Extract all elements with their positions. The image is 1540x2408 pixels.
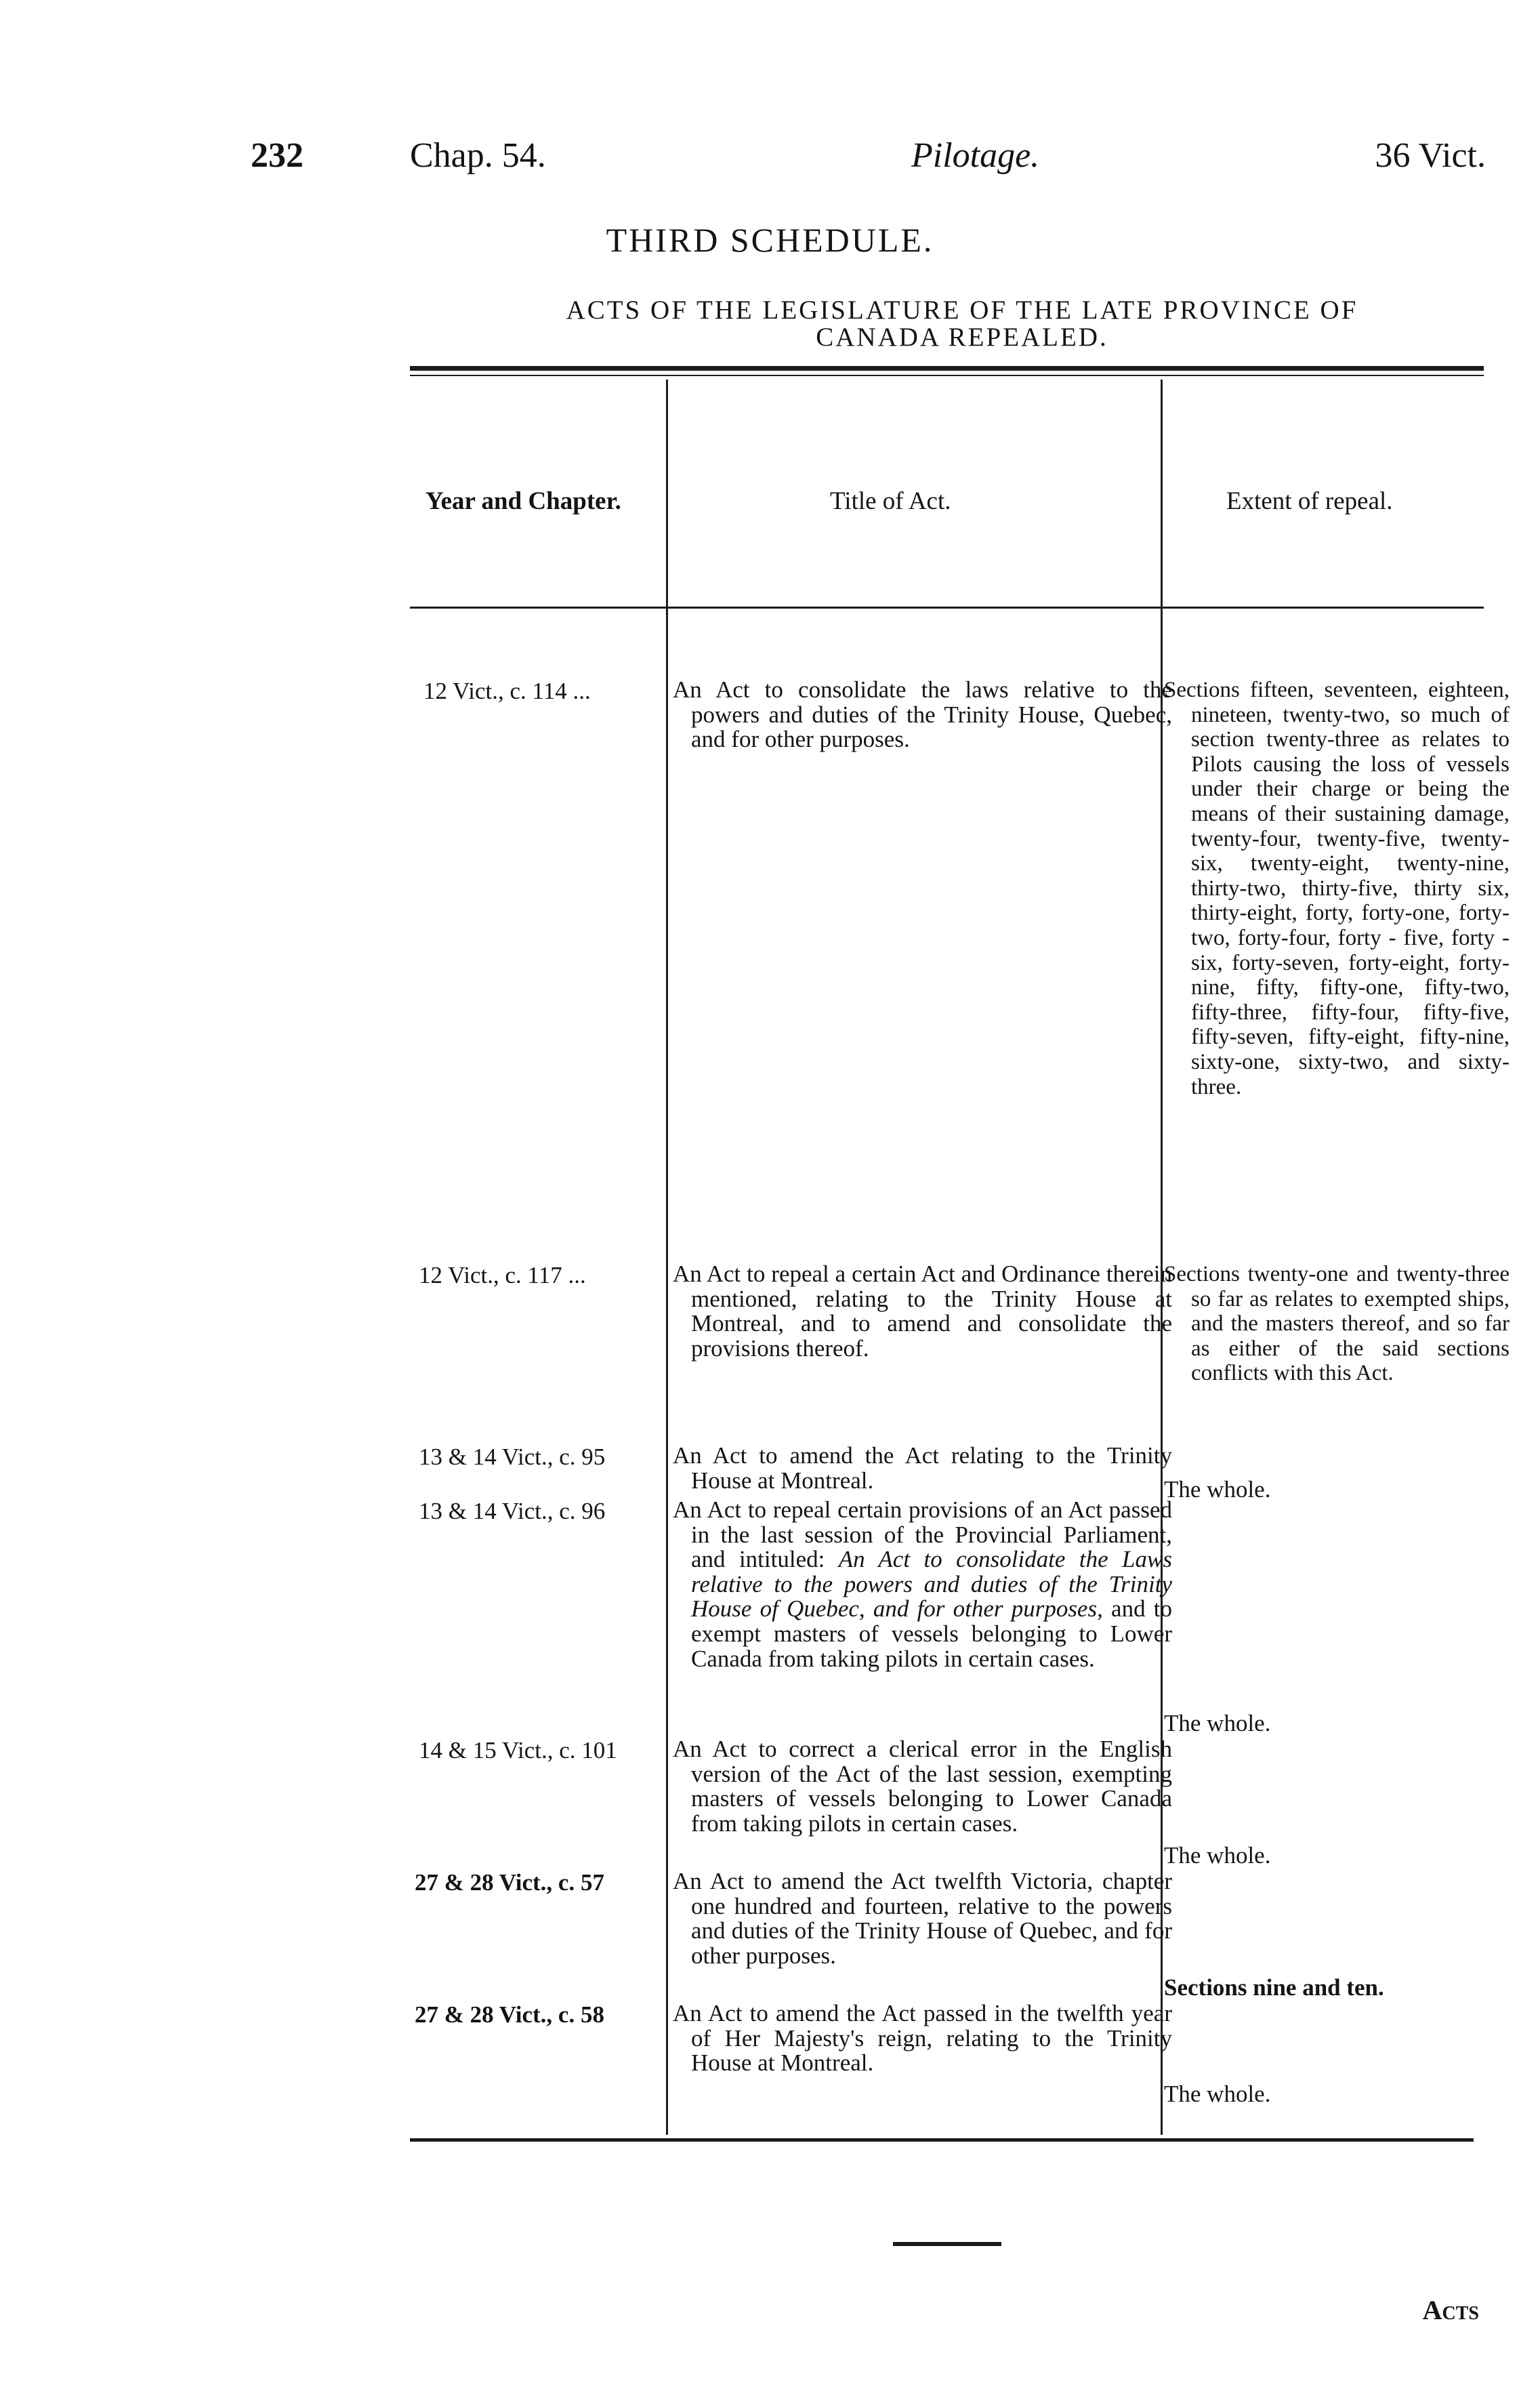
- header-bottom-rule: [410, 607, 1484, 609]
- table-row-year: 12 Vict., c. 117 ...: [419, 1262, 586, 1288]
- schedule-subtitle-line2: CANADA REPEALED.: [816, 323, 1108, 352]
- table-row-extent: Sections twenty-one and twenty-three so far as relates to exempted ships, and the masters thereof, and so far as either of the said sections conflicts with this Act.: [1164, 1262, 1510, 1386]
- table-row-extent: The whole.: [1164, 1710, 1271, 1736]
- table-row-title: An Act to consolidate the laws relative to the powers and duties of the Trinity House, Quebec, and for other purposes.: [673, 676, 1172, 753]
- page-number: 232: [251, 136, 304, 175]
- column-divider-1: [666, 380, 668, 2135]
- table-row-extent: Sections fifteen, seventeen, eighteen, nineteen, twenty-two, so much of section twenty-three as relates to Pilots causing the loss of vessels under their charge or being the means of their sustaining damage, twenty-four, twenty-five, twenty-six, twenty-eight, twenty-nine, thirty-two, thirty-five, thirty six, thirty-eight, forty, forty-one, forty-two, forty-four, forty - five, forty - six, forty-seven, forty-eight, forty-nine, fifty, fifty-one, fifty-two, fifty-three, fifty-four, fifty-five, fifty-seven, fifty-eight, fifty-nine, sixty-one, sixty-two, and sixty-three.: [1164, 678, 1510, 1099]
- table-row-title: An Act to correct a clerical error in the English version of the Act of the last session, exempting masters of vessels belonging to Lower Canada from taking pilots in certain cases.: [673, 1736, 1172, 1837]
- chapter-label: Chap. 54.: [410, 136, 546, 175]
- column-header-extent: Extent of repeal.: [1226, 487, 1393, 515]
- catchword: Acts: [1422, 2295, 1479, 2325]
- table-row-title: An Act to amend the Act twelfth Victoria, chapter one hundred and fourteen, relative to the powers and duties of the Trinity House of Quebec, and for other purposes.: [673, 1868, 1172, 1969]
- column-header-title: Title of Act.: [830, 487, 951, 515]
- running-title: Pilotage.: [911, 136, 1040, 175]
- table-row-title: [673, 1498, 1172, 1671]
- table-row-title: An Act to amend the Act relating to the Trinity House at Montreal.: [673, 1442, 1172, 1494]
- title-text: An Act to repeal certain provisions of an Act passed in the last session of the Provincial Parliament, and intituled:: [673, 1496, 1172, 1573]
- table-bottom-rule: [410, 2138, 1474, 2142]
- table-row-year: 14 & 15 Vict., c. 101: [419, 1737, 617, 1763]
- schedule-subtitle-line1: ACTS OF THE LEGISLATURE OF THE LATE PROVINCE OF: [566, 295, 1358, 325]
- table-top-rule: [410, 366, 1484, 371]
- table-row-title: An Act to amend the Act passed in the twelfth year of Her Majesty's reign, relating to the Trinity House at Montreal.: [673, 2000, 1172, 2077]
- title-italic-text: An Act to consolidate the Laws relative to the powers and duties of the Trinity House of Quebec, and for other purposes,: [691, 1546, 1172, 1623]
- session-label: 36 Vict.: [1375, 136, 1486, 175]
- table-row-year: 27 & 28 Vict., c. 58: [415, 2001, 604, 2028]
- table-row-year: 27 & 28 Vict., c. 57: [415, 1869, 604, 1896]
- table-row-extent: Sections nine and ten.: [1164, 1974, 1384, 2001]
- table-row-extent: The whole.: [1164, 2081, 1271, 2107]
- table-row-extent: The whole.: [1164, 1476, 1271, 1503]
- column-header-year: Year and Chapter.: [425, 487, 621, 515]
- title-text-end: and to exempt masters of vessels belonging to Lower Canada from taking pilots in certain cases.: [691, 1595, 1172, 1672]
- schedule-subtitle: [434, 297, 1491, 351]
- schedule-title: THIRD SCHEDULE.: [606, 221, 934, 259]
- table-row-year: 13 & 14 Vict., c. 95: [419, 1444, 606, 1470]
- table-row-year: 13 & 14 Vict., c. 96: [419, 1498, 606, 1524]
- table-row-extent: The whole.: [1164, 1842, 1271, 1869]
- end-ornament: [893, 2242, 1001, 2246]
- table-row-title: An Act to repeal a certain Act and Ordinance therein mentioned, relating to the Trinity House at Montreal, and to amend and consolidate the provisions thereof.: [673, 1261, 1172, 1362]
- table-row-year: 12 Vict., c. 114 ...: [423, 678, 591, 704]
- table-top-rule-thin: [410, 375, 1484, 376]
